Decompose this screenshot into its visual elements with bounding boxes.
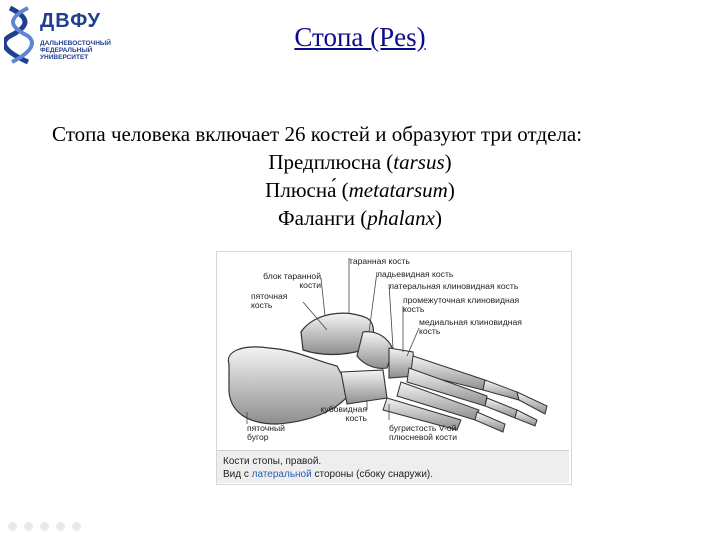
label-line: кость <box>419 326 441 336</box>
label-line: плюсневой кости <box>389 432 458 442</box>
footer-dot <box>24 522 33 531</box>
section-latin: phalanx <box>367 206 435 230</box>
label-line: кость <box>403 304 425 314</box>
section-name: Предплюсна <box>268 150 382 174</box>
caption-text: стороны (сбоку снаружи). <box>311 469 434 480</box>
label-line: пяточный <box>247 423 285 433</box>
label-line: бугристость V-ой <box>389 423 457 433</box>
label-line: бугор <box>247 432 269 442</box>
caption-line-1: Кости стопы, правой. <box>223 456 322 467</box>
section-latin: metatarsum <box>348 178 448 202</box>
label-line: промежуточная клиновидная <box>403 295 520 305</box>
figure-caption <box>217 450 569 483</box>
footer-dot <box>56 522 65 531</box>
sections-list <box>0 148 720 232</box>
label-line: блок таранной <box>263 271 321 281</box>
section-name: Плюсна́ <box>265 178 337 202</box>
label-navicular: ладьевидная кость <box>377 269 454 279</box>
footer-decoration <box>0 510 720 540</box>
label-fifth-metatarsal-tuberosity <box>389 424 457 442</box>
label-talus: таранная кость <box>349 256 410 266</box>
label-calcaneal-tuber <box>247 424 285 442</box>
lead-text: Стопа человека включает 26 костей и образуют три отдела: <box>52 122 583 146</box>
label-talus-block <box>239 272 321 290</box>
label-line: кость <box>345 413 367 423</box>
footer-dot <box>8 522 17 531</box>
label-line: кости <box>299 280 321 290</box>
logo-subtitle-line: УНИВЕРСИТЕТ <box>40 54 89 61</box>
caption-link[interactable]: латеральной <box>251 469 312 480</box>
label-medial-cuneiform <box>419 318 522 336</box>
label-line: пяточная <box>251 291 288 301</box>
section-item: Фаланги (phalanx) <box>278 206 442 230</box>
section-name: Фаланги <box>278 206 356 230</box>
footer-dot <box>40 522 49 531</box>
label-line: кубовидная <box>320 404 367 414</box>
slide-title[interactable]: Стопа (Pes) <box>294 22 426 52</box>
foot-bones-figure <box>216 251 572 485</box>
label-intermediate-cuneiform <box>403 296 519 314</box>
section-latin: tarsus <box>393 150 445 174</box>
label-lateral-cuneiform: латеральная клиновидная кость <box>389 281 519 291</box>
logo-title: ДВФУ <box>40 10 101 32</box>
label-cuboid <box>303 405 367 423</box>
section-item: Плюсна́ (metatarsum) <box>265 178 455 202</box>
caption-text: Вид с <box>223 469 252 480</box>
label-calcaneus <box>251 292 287 310</box>
footer-dot <box>72 522 81 531</box>
label-line: медиальная клиновидная <box>419 317 522 327</box>
label-line: кость <box>251 300 273 310</box>
logo-subtitle-line: ДАЛЬНЕВОСТОЧНЫЙ <box>40 40 111 47</box>
logo-subtitle-line: ФЕДЕРАЛЬНЫЙ <box>40 47 93 54</box>
caption-line-2 <box>223 468 569 481</box>
section-item: Предплюсна (tarsus) <box>268 150 452 174</box>
